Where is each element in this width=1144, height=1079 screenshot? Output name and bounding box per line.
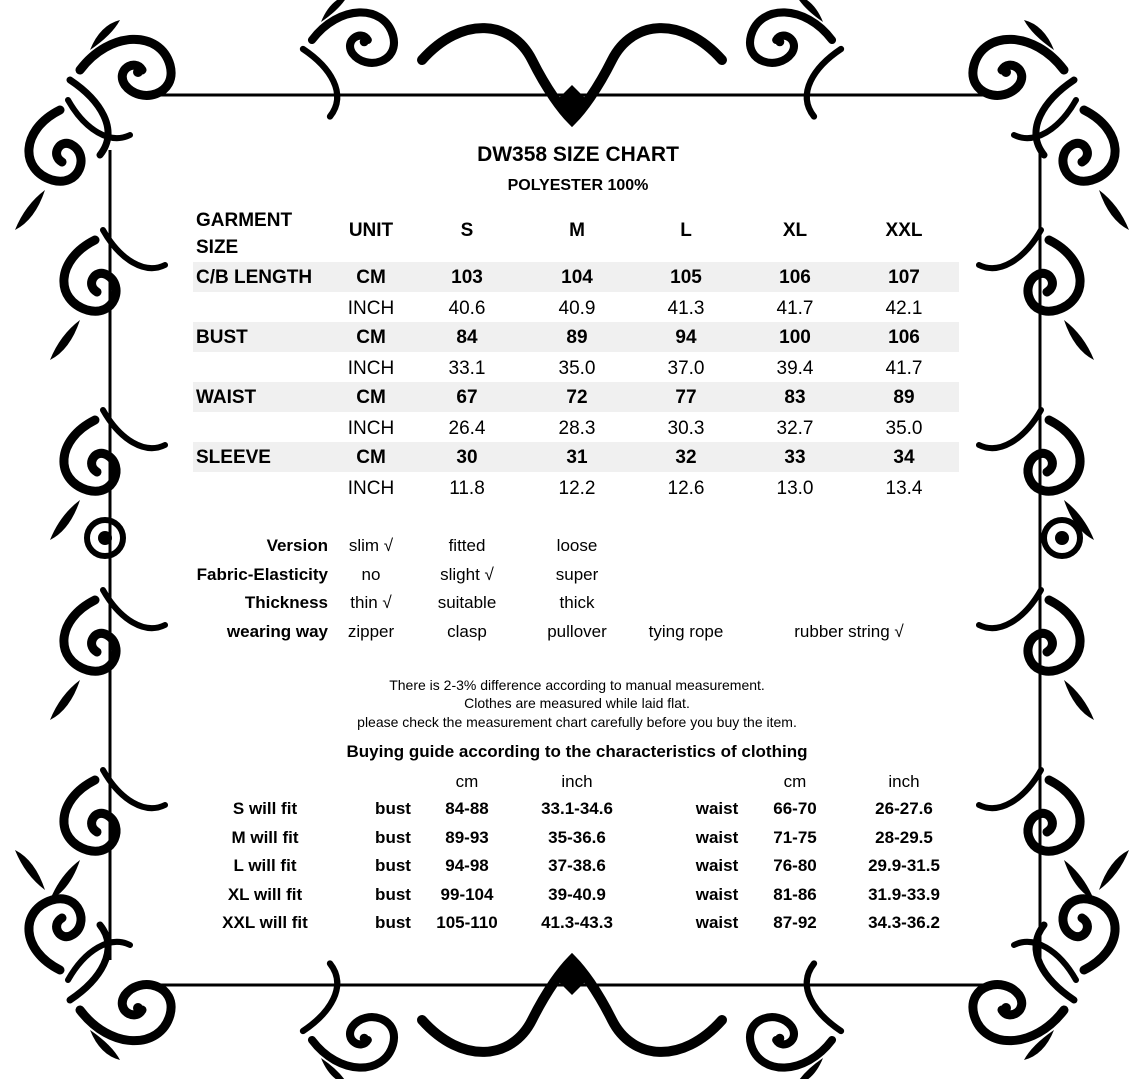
value-cell: 30.3 xyxy=(667,418,705,439)
guide-waist-inch-header: inch xyxy=(888,772,920,791)
attribute-option: slim √ xyxy=(348,536,394,555)
unit-cell: CM xyxy=(356,327,386,348)
buying-guide-title: Buying guide according to the characteristics of clothing xyxy=(346,742,808,761)
attribute-option: thick xyxy=(559,593,595,612)
guide-bust-inch: 37-38.6 xyxy=(548,856,606,875)
unit-cell: INCH xyxy=(347,298,395,319)
unit-cell: INCH xyxy=(347,478,395,499)
attribute-option: suitable xyxy=(437,593,497,612)
attribute-label: wearing way xyxy=(226,621,328,641)
value-cell: 89 xyxy=(893,387,915,408)
guide-bust-cm: 105-110 xyxy=(436,913,498,932)
guide-waist-label: waist xyxy=(695,799,739,818)
value-cell: 107 xyxy=(888,267,920,288)
guide-waist-inch: 26-27.6 xyxy=(875,799,933,818)
guide-bust-label: bust xyxy=(375,827,411,847)
value-cell: 12.6 xyxy=(667,478,705,499)
guide-waist-cm: 71-75 xyxy=(773,827,817,847)
guide-waist-cm-header: cm xyxy=(783,772,807,791)
guide-fit-label: M will fit xyxy=(231,827,299,847)
guide-bust-inch-header: inch xyxy=(561,772,593,791)
header-cell: L xyxy=(680,220,692,241)
guide-waist-cm: 76-80 xyxy=(773,856,817,875)
guide-waist-label: waist xyxy=(695,884,739,904)
value-cell: 67 xyxy=(456,387,478,408)
value-cell: 83 xyxy=(784,387,806,408)
guide-waist-inch: 31.9-33.9 xyxy=(868,884,940,904)
value-cell: 104 xyxy=(561,267,593,288)
row-label: BUST xyxy=(196,327,248,348)
attribute-label: Thickness xyxy=(244,593,328,612)
value-cell: 41.7 xyxy=(885,358,923,379)
value-cell: 105 xyxy=(670,267,702,288)
header-garment-size: GARMENT SIZE xyxy=(196,210,293,258)
guide-bust-cm: 89-93 xyxy=(445,827,489,847)
attribute-option: no xyxy=(361,564,381,584)
guide-bust-inch: 35-36.6 xyxy=(548,827,606,847)
note-line: Clothes are measured while laid flat. xyxy=(464,695,690,711)
attribute-option: super xyxy=(555,564,599,584)
unit-cell: INCH xyxy=(347,358,395,379)
header-cell: XL xyxy=(782,220,808,241)
guide-waist-inch: 34.3-36.2 xyxy=(868,913,940,932)
value-cell: 77 xyxy=(675,387,697,408)
value-cell: 41.3 xyxy=(667,298,705,319)
attribute-option: clasp xyxy=(447,621,487,641)
value-cell: 33.1 xyxy=(448,358,486,379)
value-cell: 26.4 xyxy=(448,418,486,439)
guide-fit-label: S will fit xyxy=(232,799,298,818)
header-cell: S xyxy=(460,220,474,241)
attribute-option: slight √ xyxy=(440,564,494,584)
guide-waist-label: waist xyxy=(695,856,739,875)
value-cell: 39.4 xyxy=(776,358,814,379)
attribute-option: tying rope xyxy=(648,621,724,641)
value-cell: 40.6 xyxy=(448,298,486,319)
value-cell: 103 xyxy=(451,267,483,288)
value-cell: 37.0 xyxy=(667,358,705,379)
attribute-label: Version xyxy=(266,536,328,555)
row-label: C/B LENGTH xyxy=(196,267,313,288)
guide-bust-cm: 84-88 xyxy=(445,799,489,818)
value-cell: 13.0 xyxy=(776,478,814,499)
value-cell: 106 xyxy=(888,327,920,348)
value-cell: 32 xyxy=(675,447,697,468)
value-cell: 32.7 xyxy=(776,418,814,439)
value-cell: 35.0 xyxy=(558,358,596,379)
value-cell: 84 xyxy=(456,327,478,348)
row-label: SLEEVE xyxy=(196,447,271,468)
attribute-option: thin √ xyxy=(350,593,392,612)
guide-bust-inch: 39-40.9 xyxy=(548,884,606,904)
guide-bust-cm: 94-98 xyxy=(445,856,489,875)
guide-bust-cm-header: cm xyxy=(455,772,479,791)
value-cell: 13.4 xyxy=(885,478,923,499)
guide-waist-inch: 28-29.5 xyxy=(875,827,933,847)
header-cell: M xyxy=(569,220,585,241)
guide-fit-label: XXL will fit xyxy=(222,913,308,932)
guide-waist-inch: 29.9-31.5 xyxy=(868,856,940,875)
attribute-option: fitted xyxy=(448,536,486,555)
guide-fit-label: L will fit xyxy=(233,856,297,875)
guide-waist-cm: 81-86 xyxy=(773,884,817,904)
guide-waist-label: waist xyxy=(695,827,739,847)
value-cell: 30 xyxy=(456,447,478,468)
header-cell: XXL xyxy=(885,220,923,241)
guide-bust-cm: 99-104 xyxy=(440,884,494,904)
note-line: There is 2-3% difference according to manual measurement. xyxy=(389,677,765,693)
guide-bust-inch: 41.3-43.3 xyxy=(541,913,613,932)
value-cell: 41.7 xyxy=(776,298,814,319)
guide-bust-label: bust xyxy=(375,799,411,818)
guide-bust-label: bust xyxy=(375,913,411,932)
note-line: please check the measurement chart carefully before you buy the item. xyxy=(357,714,797,730)
value-cell: 40.9 xyxy=(558,298,596,319)
attribute-option: zipper xyxy=(347,621,395,641)
value-cell: 42.1 xyxy=(885,298,923,319)
unit-cell: CM xyxy=(356,387,386,408)
header-cell: UNIT xyxy=(348,220,394,241)
guide-waist-cm: 87-92 xyxy=(773,913,817,932)
guide-bust-label: bust xyxy=(375,856,411,875)
value-cell: 28.3 xyxy=(558,418,596,439)
value-cell: 34 xyxy=(893,447,915,468)
guide-bust-inch: 33.1-34.6 xyxy=(541,799,613,818)
unit-cell: CM xyxy=(356,267,386,288)
attribute-option: pullover xyxy=(547,621,607,641)
value-cell: 100 xyxy=(779,327,811,348)
value-cell: 11.8 xyxy=(449,478,485,499)
value-cell: 35.0 xyxy=(885,418,923,439)
attribute-option: rubber string √ xyxy=(794,621,904,641)
attribute-option: loose xyxy=(556,536,598,555)
unit-cell: INCH xyxy=(347,418,395,439)
guide-waist-label: waist xyxy=(695,913,739,932)
attribute-label: Fabric-Elasticity xyxy=(196,564,328,584)
row-label: WAIST xyxy=(196,387,257,408)
value-cell: 31 xyxy=(566,447,588,468)
value-cell: 89 xyxy=(566,327,588,348)
guide-waist-cm: 66-70 xyxy=(773,799,817,818)
value-cell: 12.2 xyxy=(558,478,596,499)
value-cell: 72 xyxy=(566,387,588,408)
value-cell: 106 xyxy=(779,267,811,288)
guide-fit-label: XL will fit xyxy=(227,884,303,904)
page-title: DW358 SIZE CHART xyxy=(477,143,679,166)
guide-bust-label: bust xyxy=(375,884,411,904)
unit-cell: CM xyxy=(356,447,386,468)
value-cell: 33 xyxy=(784,447,806,468)
material-subtitle: POLYESTER 100% xyxy=(507,177,649,194)
value-cell: 94 xyxy=(675,327,697,348)
